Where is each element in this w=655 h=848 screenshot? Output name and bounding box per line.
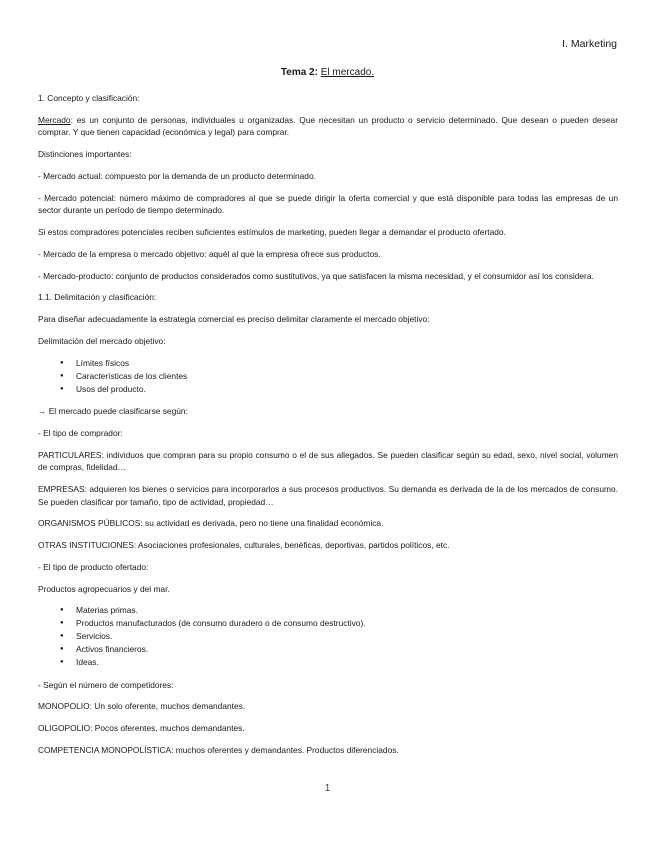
section-1-heading: 1. Concepto y clasificación: <box>38 93 140 103</box>
title-main: El mercado. <box>320 67 375 78</box>
mercado-empresa: - Mercado de la empresa o mercado objetivo: aquél al que la empresa ofrece sus productos. <box>38 248 381 259</box>
agropecuarios-paragraph: Productos agropecuarios y del mar. <box>38 583 170 594</box>
clasificarse-label: → El mercado puede clasificarse según: <box>38 405 188 416</box>
tipo-comprador-label: - El tipo de comprador: <box>38 427 123 438</box>
tipo-producto-label: - El tipo de producto ofertado: <box>38 561 149 572</box>
producto-list <box>38 604 618 669</box>
distinciones-label: Distinciones importantes: <box>38 149 132 160</box>
otras-paragraph: OTRAS INSTITUCIONES: Asociaciones profesionales, culturales, benéficas, deportivas, partidos políticos, etc. <box>38 540 450 551</box>
document-title <box>0 67 655 78</box>
competidores-label: - Según el número de competidores: <box>38 679 174 690</box>
mercado-definition-text: : es un conjunto de personas, individuales u organizadas. Que necesitan un producto o servicio determinado. Que desean o pueden desear comprar. Y que tienen capacidad (económica y legal) para comprar. <box>38 114 618 138</box>
mercado-term: Mercado <box>38 114 71 125</box>
list-item: ● Límites físicos <box>76 357 618 370</box>
list-item: ● Materias primas. <box>76 604 618 617</box>
section-1-1-heading: 1.1. Delimitación y clasificación: <box>38 292 157 303</box>
list-item: ● Activos financieros. <box>76 643 618 656</box>
list-item: ● Productos manufacturados (de consumo duradero o de consumo destructivo). <box>76 617 618 630</box>
page-header: I. Marketing <box>562 38 617 50</box>
mercado-potencial: - Mercado potencial: número máximo de compradores al que se puede dirigir la oferta comercial y que está disponible para todas las empresas de un sector durante un período de tiempo determinado. <box>38 192 618 216</box>
title-prefix: Tema 2: <box>280 67 318 78</box>
page-number: 1 <box>324 783 331 794</box>
organismos-paragraph: ORGANISMOS PÚBLICOS: su actividad es derivada, pero no tiene una finalidad económica. <box>38 518 384 529</box>
mercado-definition <box>38 114 618 139</box>
list-item: ● Características de los clientes <box>76 370 618 383</box>
list-item: ● Usos del producto. <box>76 383 618 396</box>
mercado-producto: - Mercado-producto: conjunto de productos considerados como sustitutivos, ya que satisfacen la misma necesidad, y el consumidor así los considera. <box>38 270 594 281</box>
monopolio-paragraph: MONOPOLIO: Un solo oferente, muchos demandantes. <box>38 701 246 712</box>
estimulos-paragraph: Si estos compradores potenciales reciben suficientes estímulos de marketing, pueden llegar a demandar el producto ofertado. <box>38 227 506 238</box>
disenar-paragraph: Para diseñar adecuadamente la estrategia comercial es preciso delimitar claramente el mercado objetivo: <box>38 314 430 325</box>
empresas-paragraph: EMPRESAS: adquieren los bienes o servicios para incorporarlos a sus procesos productivos. Su demanda es derivada de la de los mercados de consumo. Se pueden clasificar por tamaño, tipo de actividad, propiedad… <box>38 483 618 507</box>
oligopolio-paragraph: OLIGOPOLIO: Pocos oferentes, muchos demandantes. <box>38 723 245 734</box>
competencia-paragraph: COMPETENCIA MONOPOLÍSTICA: muchos oferentes y demandantes. Productos diferenciados. <box>38 744 399 755</box>
delimitacion-label: Delimitación del mercado objetivo: <box>38 336 166 346</box>
list-item: ● Ideas. <box>76 656 618 669</box>
particulares-paragraph: PARTICULARES: individuos que compran para su propio consumo o el de sus allegados. Se pueden clasificar según su edad, sexo, nivel social, volumen de compras, fidelidad… <box>38 449 618 473</box>
mercado-actual: - Mercado actual: compuesto por la demanda de un producto determinado. <box>38 170 316 181</box>
list-item: ● Servicios. <box>76 630 618 643</box>
delimitacion-list <box>38 357 618 396</box>
document-body <box>38 92 618 766</box>
